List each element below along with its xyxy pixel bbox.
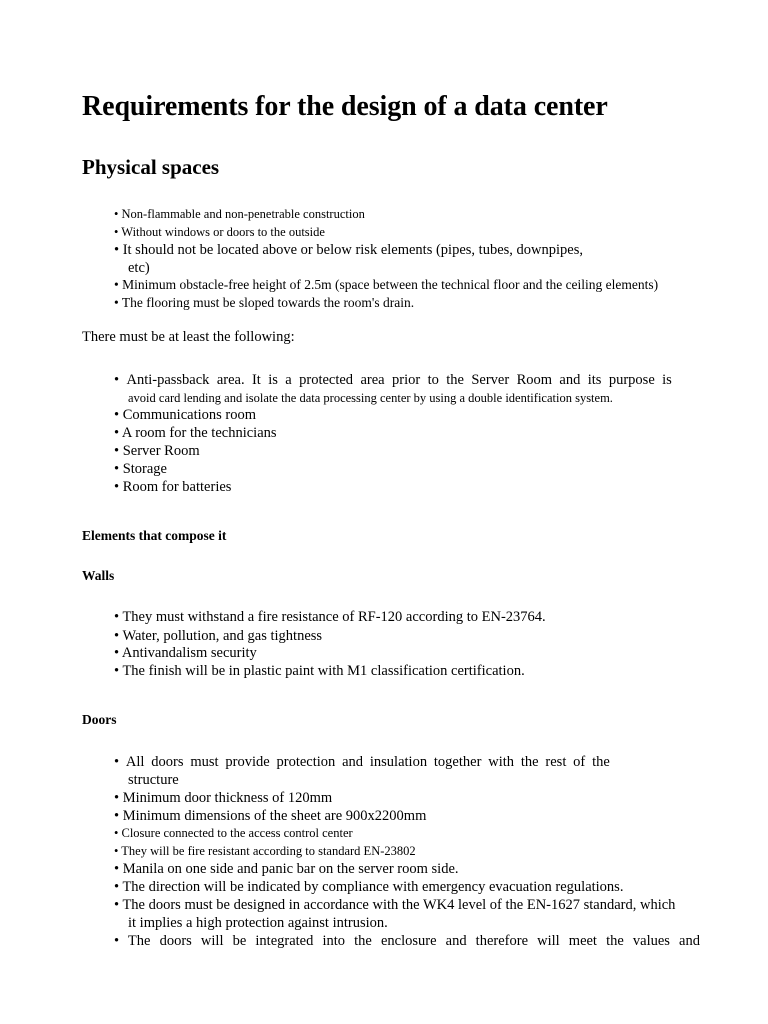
word: with [488,754,515,770]
word: the [592,754,610,770]
word: All [125,754,145,770]
word: area [360,372,385,388]
word: protected [299,372,354,388]
word: to [427,372,439,388]
word: insulation [369,754,428,770]
list-item: • The flooring must be sloped towards the room's drain. [114,295,415,310]
word: the [446,372,464,388]
list-item-continuation: it implies a high protection against intrusion. [128,915,388,931]
elements-heading: Elements that compose it [82,528,227,543]
doors-heading: Doors [82,712,117,727]
word: protection [276,754,336,770]
list-item-continuation: avoid card lending and isolate the data processing center by using a double identification system. [128,391,613,405]
list-item: • Non-flammable and non-penetrable construction [114,207,365,221]
intro-paragraph: There must be at least the following: [82,329,295,345]
list-item: • Storage [114,461,167,477]
word: Anti-passback [126,372,210,388]
list-item: • The doors will be integrated into the enclosure and therefore will meet the values and [114,933,700,949]
list-item: • Closure connected to the access control center [114,826,353,840]
list-item: • A room for the technicians [114,425,277,441]
list-item: • They must withstand a fire resistance of RF-120 according to EN-23764. [114,609,546,625]
list-item-continuation: structure [128,772,179,788]
list-item: • Minimum obstacle-free height of 2.5m (space between the technical floor and the ceiling elements) [114,277,659,292]
word: and [559,372,581,388]
list-item [114,371,672,389]
word: • [114,754,120,770]
word: prior [391,372,421,388]
list-item: • Water, pollution, and gas tightness [114,628,323,644]
word: of [573,754,586,770]
word: provide [225,754,270,770]
list-item: • The finish will be in plastic paint with M1 classification certification. [114,663,525,679]
word: a [285,372,292,388]
list-item: • Server Room [114,443,200,459]
word: Server [471,372,510,388]
word: the [520,754,539,770]
list-item: • They will be fire resistant according to standard EN-23802 [114,844,416,858]
word: It [251,372,261,388]
walls-heading: Walls [82,568,115,583]
word: rest [545,754,567,770]
word: area. [216,372,245,388]
word: is [268,372,278,388]
list-item: • Without windows or doors to the outside [114,225,325,239]
list-item: • Manila on one side and panic bar on the server room side. [114,861,459,877]
list-item: • Room for batteries [114,479,232,495]
page-title: Requirements for the design of a data center [82,91,608,122]
list-item: • The doors must be designed in accordance with the WK4 level of the EN-1627 standard, which [114,897,676,913]
list-item: • Minimum door thickness of 120mm [114,790,333,806]
word: doors [151,754,184,770]
word: purpose [608,372,655,388]
list-item: • The direction will be indicated by compliance with emergency evacuation regulations. [114,879,624,895]
list-item: • Minimum dimensions of the sheet are 900x2200mm [114,808,427,824]
word: must [190,754,219,770]
list-item: • Communications room [114,407,257,423]
list-item-continuation: etc) [128,260,150,276]
list-item: • It should not be located above or below risk elements (pipes, tubes, downpipes, [114,242,583,258]
word: Room [516,372,553,388]
physical-spaces-heading: Physical spaces [82,155,220,179]
word: is [662,372,672,388]
word: and [342,754,364,770]
list-item: • Antivandalism security [114,645,257,661]
list-item [114,753,610,771]
word: • [114,372,120,388]
word: together [433,754,482,770]
word: its [587,372,602,388]
